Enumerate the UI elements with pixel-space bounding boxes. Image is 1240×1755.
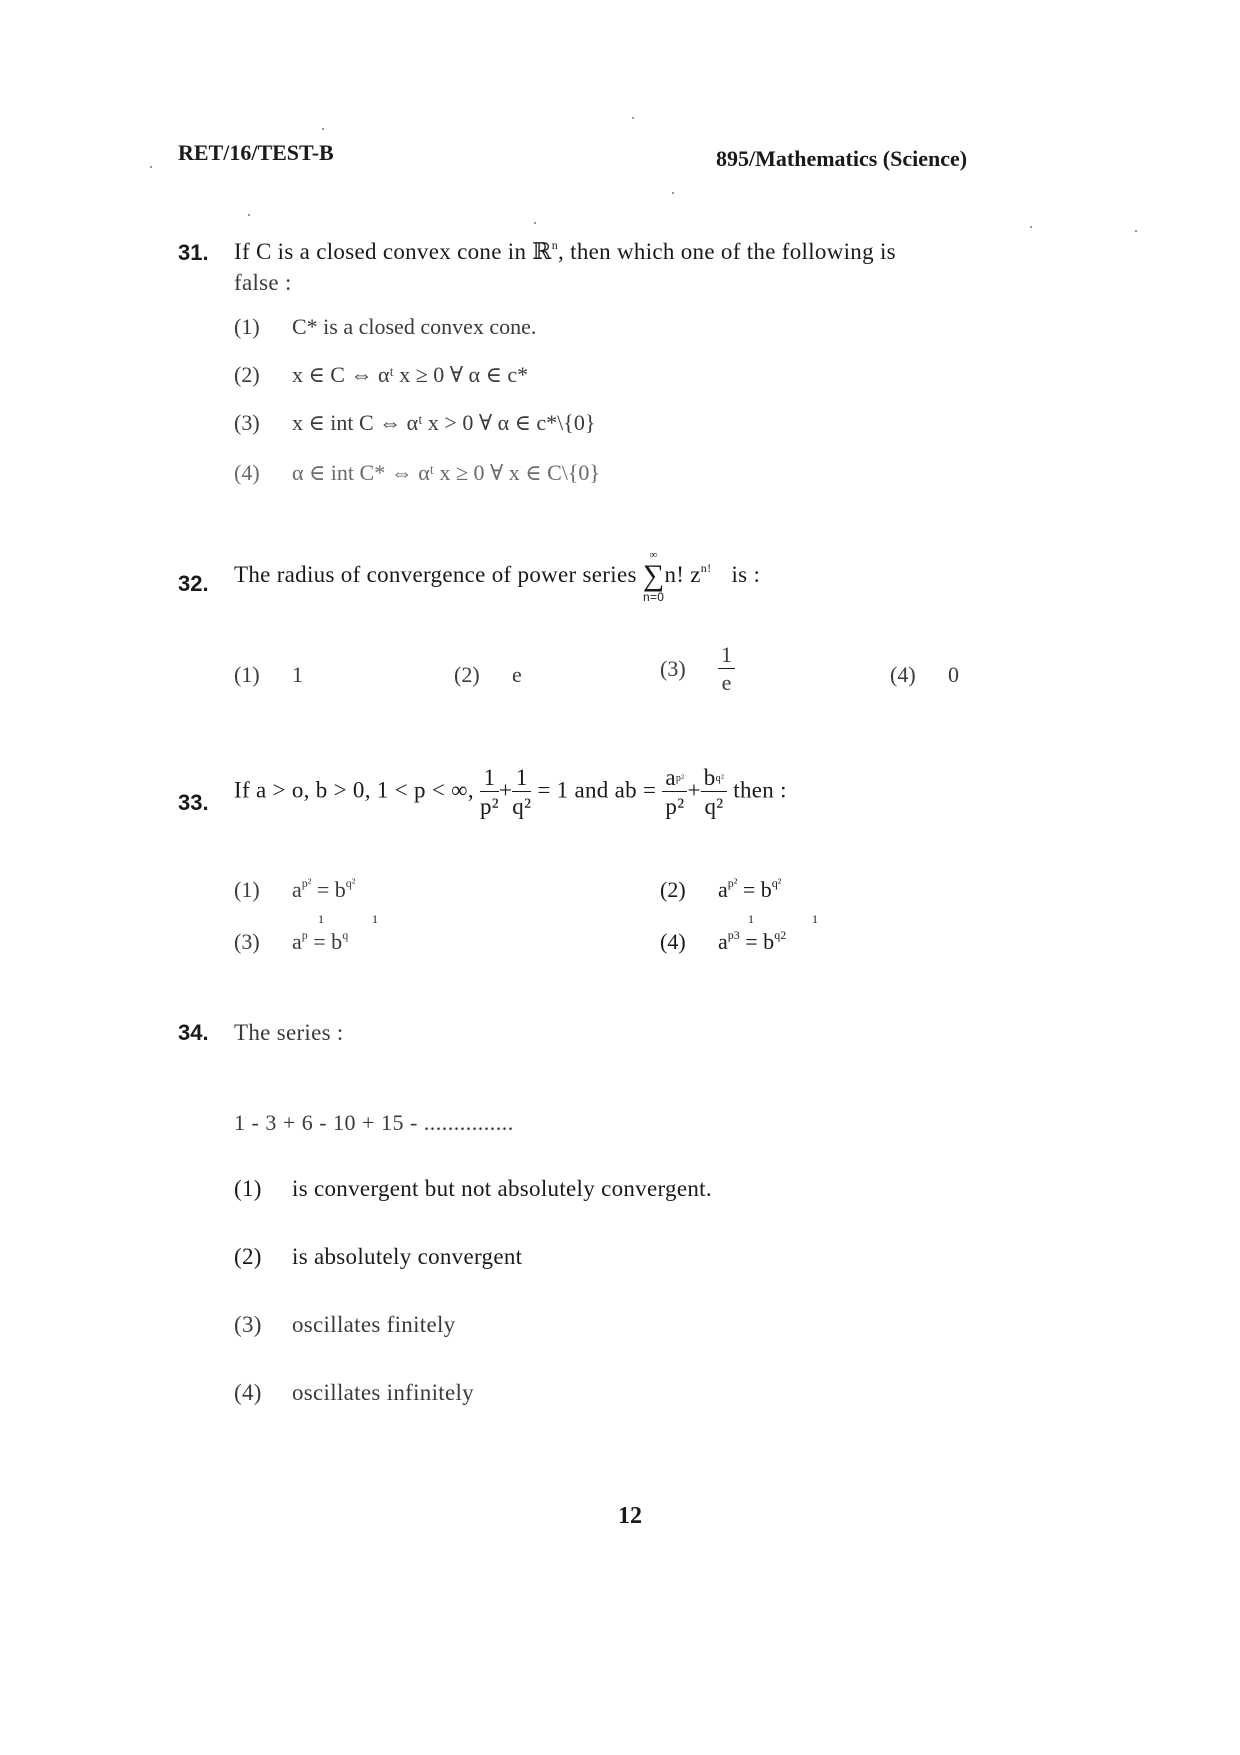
exponent: q2 bbox=[774, 928, 787, 942]
option-3 bbox=[234, 928, 348, 955]
option-2 bbox=[234, 362, 528, 388]
question-text-part: , then which one of the following is bbox=[558, 239, 896, 264]
option-2 bbox=[234, 1244, 522, 1270]
denominator: q² bbox=[512, 794, 532, 819]
option-label: (2) bbox=[454, 662, 480, 687]
base: a bbox=[292, 929, 302, 954]
exponent-numerator: 1 bbox=[748, 912, 754, 926]
scan-speck bbox=[534, 222, 536, 224]
scan-speck bbox=[150, 166, 152, 168]
question-text bbox=[234, 238, 896, 265]
option-label: (1) bbox=[234, 662, 260, 687]
superscript: n bbox=[551, 238, 559, 252]
denominator: q² bbox=[704, 794, 724, 819]
exponent: p² bbox=[675, 773, 685, 784]
exponent: q bbox=[342, 928, 349, 942]
option-2 bbox=[660, 876, 781, 903]
exponent: q² bbox=[345, 876, 356, 890]
option-text: C* is a closed convex cone. bbox=[292, 314, 537, 339]
equation-text: = 1 and ab = bbox=[537, 777, 657, 803]
option-label: (4) bbox=[234, 460, 260, 485]
option-text: e bbox=[512, 662, 522, 687]
exponent: p bbox=[301, 928, 308, 942]
option-1 bbox=[234, 314, 536, 340]
question-text bbox=[234, 550, 760, 603]
base: a bbox=[718, 929, 728, 954]
scan-speck bbox=[322, 128, 324, 130]
option-label: (3) bbox=[234, 929, 260, 954]
base: a bbox=[665, 765, 676, 790]
option-label: (2) bbox=[660, 877, 686, 902]
page-number: 12 bbox=[618, 1503, 642, 1529]
option-text: 0 bbox=[948, 662, 959, 687]
exponent-numerator: 1 bbox=[372, 912, 378, 926]
summation-upper: ∞ bbox=[649, 549, 658, 561]
header-subject: 895/Mathematics (Science) bbox=[716, 146, 968, 171]
option-3 bbox=[234, 1312, 455, 1338]
series-term: n! z bbox=[664, 561, 701, 587]
summation bbox=[643, 550, 665, 603]
option-3 bbox=[234, 410, 595, 436]
option-label: (4) bbox=[660, 929, 686, 954]
option-label: (1) bbox=[234, 1176, 262, 1201]
plus-sign: + bbox=[687, 777, 701, 803]
option-text: is absolutely convergent bbox=[292, 1244, 523, 1269]
exponent-numerator: 1 bbox=[812, 912, 818, 926]
question-number: 31. bbox=[178, 240, 209, 265]
option-text: oscillates finitely bbox=[292, 1312, 456, 1337]
option-label: (1) bbox=[234, 877, 260, 902]
exponent-numerator: 1 bbox=[318, 912, 324, 926]
option-label: (4) bbox=[890, 662, 916, 687]
option-4 bbox=[660, 928, 786, 955]
option-label: (2) bbox=[234, 1244, 262, 1269]
option-2 bbox=[454, 662, 522, 688]
numerator: 1 bbox=[512, 766, 531, 792]
option-label: (3) bbox=[234, 410, 260, 435]
series-expression: 1 - 3 + 6 - 10 + 15 - ............... bbox=[234, 1110, 514, 1135]
numerator: 1 bbox=[480, 766, 499, 792]
base: a bbox=[718, 877, 728, 902]
fraction bbox=[701, 766, 727, 818]
option-label: (4) bbox=[234, 1380, 262, 1405]
option-3 bbox=[660, 644, 735, 694]
question-text-part: The radius of convergence of power series bbox=[234, 561, 637, 587]
sigma-symbol: ∑ bbox=[642, 559, 665, 592]
option-label: (3) bbox=[234, 1312, 262, 1337]
question-number: 34. bbox=[178, 1020, 209, 1045]
numerator: 1 bbox=[718, 644, 735, 669]
numerator bbox=[662, 766, 687, 792]
scan-speck bbox=[672, 192, 674, 194]
option-4 bbox=[234, 1380, 474, 1406]
option-1 bbox=[234, 1176, 712, 1202]
question-number: 32. bbox=[178, 571, 209, 596]
option-text: 1 bbox=[292, 662, 303, 687]
option-4 bbox=[890, 662, 959, 688]
question-text-part: If C is a closed convex cone in ℝ bbox=[234, 239, 552, 264]
question-text-part: then : bbox=[733, 777, 787, 803]
fraction bbox=[718, 644, 735, 694]
fraction bbox=[480, 766, 499, 818]
option-text: oscillates infinitely bbox=[292, 1380, 474, 1405]
plus-sign: + bbox=[498, 777, 513, 803]
question-text bbox=[234, 766, 787, 818]
condition-text: If a > o, b > 0, 1 < p < ∞, bbox=[234, 777, 474, 803]
fraction bbox=[512, 766, 531, 818]
scan-speck bbox=[632, 117, 634, 119]
option-1 bbox=[234, 876, 355, 903]
option-label: (1) bbox=[234, 314, 260, 339]
equals-base: = b bbox=[313, 929, 343, 954]
scan-speck bbox=[248, 214, 250, 216]
equals-base: = b bbox=[316, 877, 346, 902]
header-test-code: RET/16/TEST-B bbox=[178, 140, 334, 165]
scan-speck bbox=[1030, 226, 1032, 228]
exponent: p² bbox=[301, 876, 312, 890]
exponent: q² bbox=[715, 773, 725, 784]
option-4 bbox=[234, 460, 600, 486]
base: a bbox=[292, 877, 302, 902]
question-text-part: is : bbox=[731, 561, 761, 587]
exponent: q² bbox=[771, 876, 782, 890]
exponent: p² bbox=[727, 876, 738, 890]
denominator: p² bbox=[665, 794, 685, 819]
equals-base: = b bbox=[745, 929, 775, 954]
base: b bbox=[703, 765, 716, 790]
option-1 bbox=[234, 662, 303, 688]
summation-lower: n=0 bbox=[642, 590, 665, 604]
option-text: x ∈ int C ⇔ αᵗ x > 0 ∀ α ∈ c*\{0} bbox=[292, 410, 596, 435]
numerator bbox=[701, 766, 727, 792]
option-text: α ∈ int C* ⇔ αᵗ x ≥ 0 ∀ x ∈ C\{0} bbox=[292, 460, 600, 485]
option-text: is convergent but not absolutely convergent. bbox=[292, 1176, 712, 1201]
superscript: n! bbox=[700, 560, 712, 575]
equals-base: = b bbox=[742, 877, 772, 902]
scan-speck bbox=[1135, 230, 1137, 232]
option-label: (3) bbox=[660, 656, 686, 681]
question-text-continued: false : bbox=[234, 270, 292, 295]
fraction bbox=[662, 766, 687, 818]
option-text: x ∈ C ⇔ αᵗ x ≥ 0 ∀ α ∈ c* bbox=[292, 362, 529, 387]
option-label: (2) bbox=[234, 362, 260, 387]
question-number: 33. bbox=[178, 790, 209, 815]
exponent: p3 bbox=[727, 928, 740, 942]
question-text: The series : bbox=[234, 1020, 344, 1045]
denominator: e bbox=[721, 670, 732, 695]
denominator: p² bbox=[479, 794, 499, 819]
